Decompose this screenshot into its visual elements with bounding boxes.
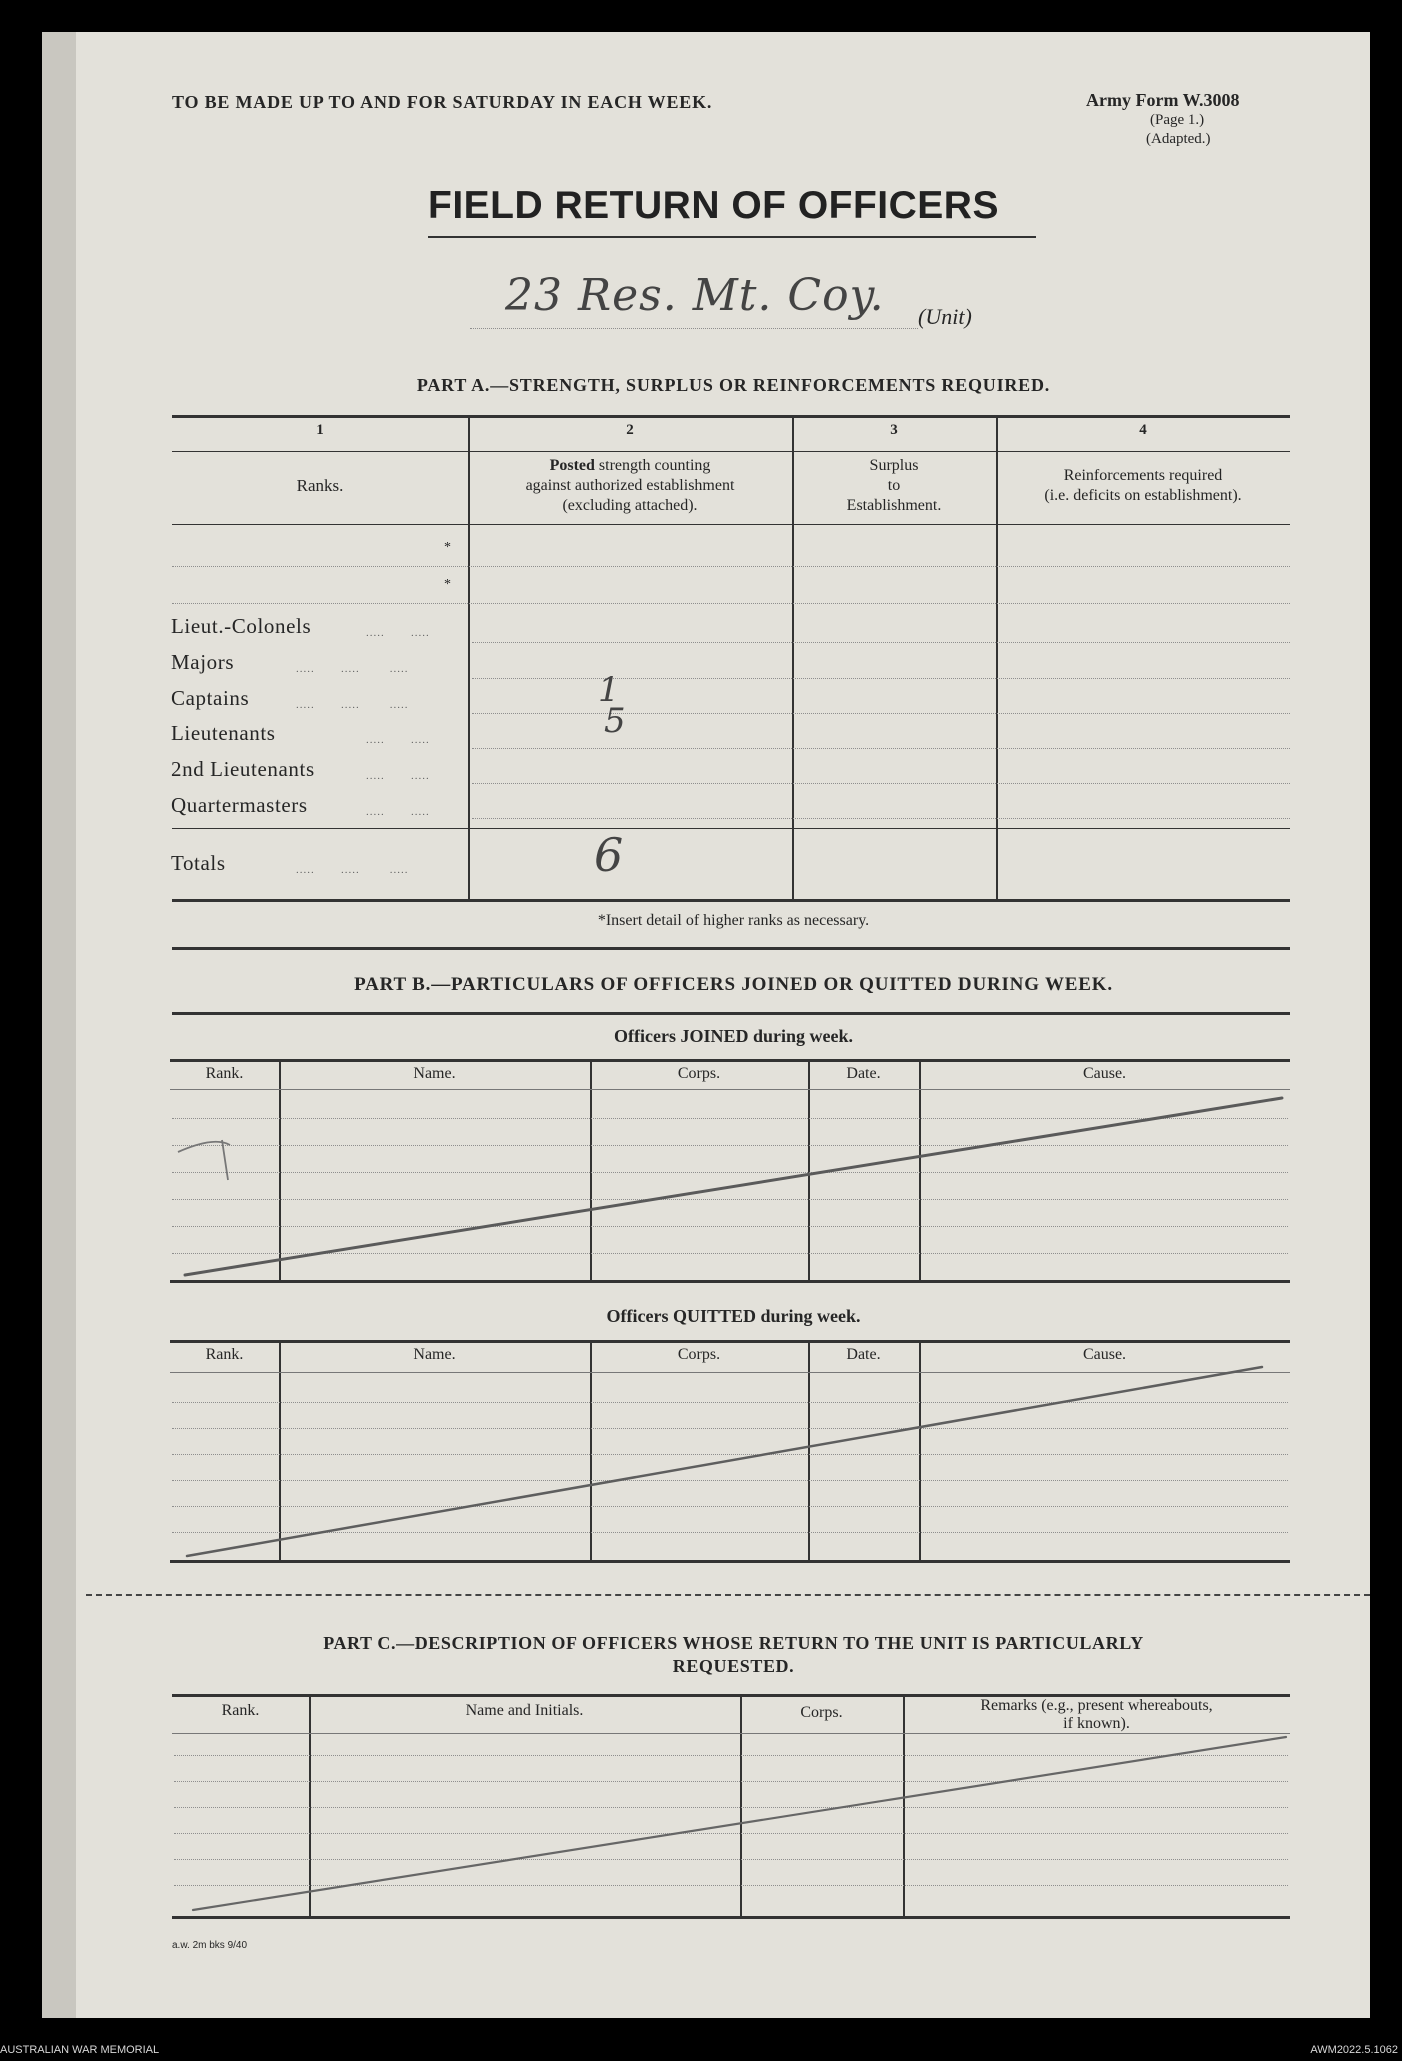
column-number-3: 3 (890, 422, 898, 438)
joined-col-name: Name. (413, 1065, 456, 1082)
joined-strike-line (185, 1098, 1282, 1275)
quitted-col-cause: Cause. (1082, 1346, 1127, 1363)
handwritten-lieutenants: 5 (604, 701, 626, 741)
handwritten-captains: 1 (598, 670, 620, 710)
pencil-mark (178, 1140, 230, 1180)
part-a-footnote: *Insert detail of higher ranks as necessary. (597, 912, 870, 929)
rank-lieutenants: Lieutenants (171, 721, 276, 745)
column-number-1: 1 (316, 422, 324, 438)
part-c-title-line1: PART C.—DESCRIPTION OF OFFICERS WHOSE RETURN TO THE UNIT IS PARTICULARLY (323, 1633, 1144, 1653)
rank-2nd-lieutenants: 2nd Lieutenants (171, 757, 315, 781)
totals-label: Totals (171, 851, 226, 875)
asterisk-row-1: * (444, 540, 451, 555)
joined-col-date: Date. (846, 1065, 881, 1082)
joined-col-rank: Rank. (205, 1065, 244, 1082)
posted-line3: (excluding attached). (562, 497, 698, 514)
form-number: Army Form W.3008 (1086, 90, 1240, 110)
rank-lieut-colonels: Lieut.-Colonels (171, 614, 312, 638)
credit-right: AWM2022.5.1062 (1310, 2044, 1398, 2056)
quitted-strike-line (187, 1367, 1262, 1556)
part-a-title: PART A.—STRENGTH, SURPLUS OR REINFORCEMENTS REQUIRED. (416, 375, 1051, 395)
unit-handwritten: 23 Res. Mt. Coy. (505, 270, 885, 321)
rank-quartermasters: Quartermasters (171, 793, 308, 817)
quitted-title: Officers QUITTED during week. (606, 1306, 861, 1326)
credit-left: AUSTRALIAN WAR MEMORIAL (0, 2044, 160, 2056)
part-c-title-line2: REQUESTED. (672, 1656, 795, 1676)
ranks-header: Ranks. (296, 476, 344, 495)
form-title: FIELD RETURN OF OFFICERS (428, 184, 999, 227)
reinforcements-line1: Reinforcements required (1063, 467, 1223, 484)
posted-line2: against authorized establishment (525, 477, 735, 494)
joined-title: Officers JOINED during week. (614, 1026, 853, 1046)
unit-label: (Unit) (918, 304, 972, 329)
part-b-title: PART B.—PARTICULARS OF OFFICERS JOINED OR QUITTED DURING WEEK. (354, 974, 1113, 995)
quitted-col-corps: Corps. (677, 1346, 721, 1363)
posted-line1: strength counting (594, 457, 711, 474)
joined-col-corps: Corps. (677, 1065, 721, 1082)
reinforcements-line2: (i.e. deficits on establishment). (1044, 487, 1242, 504)
part-c-strike-line (193, 1737, 1286, 1910)
print-code: a.w. 2m bks 9/40 (172, 1940, 248, 1951)
rank-captains: Captains (171, 686, 250, 710)
surplus-line3: Establishment. (846, 497, 942, 514)
part-c-col-rank: Rank. (221, 1702, 260, 1719)
page-note: (Page 1.) (1150, 112, 1205, 128)
quitted-col-rank: Rank. (205, 1346, 244, 1363)
joined-col-cause: Cause. (1082, 1065, 1127, 1082)
posted-bold: Posted (549, 457, 595, 474)
rank-majors: Majors (171, 650, 235, 674)
column-number-2: 2 (626, 422, 634, 438)
quitted-col-name: Name. (413, 1346, 456, 1363)
column-number-4: 4 (1139, 422, 1147, 438)
part-c-col-name: Name and Initials. (465, 1702, 584, 1719)
surplus-line1: Surplus (869, 457, 919, 474)
remarks-line1: Remarks (e.g., present whereabouts, (980, 1697, 1213, 1714)
header-instruction: TO BE MADE UP TO AND FOR SATURDAY IN EACH WEEK. (172, 92, 713, 112)
surplus-line2: to (887, 477, 901, 494)
part-c-col-corps: Corps. (800, 1704, 843, 1721)
adapted-note: (Adapted.) (1146, 131, 1211, 147)
remarks-line2: if known). (1063, 1715, 1130, 1732)
handwritten-totals: 6 (594, 828, 624, 882)
quitted-col-date: Date. (846, 1346, 881, 1363)
asterisk-row-2: * (444, 577, 451, 592)
